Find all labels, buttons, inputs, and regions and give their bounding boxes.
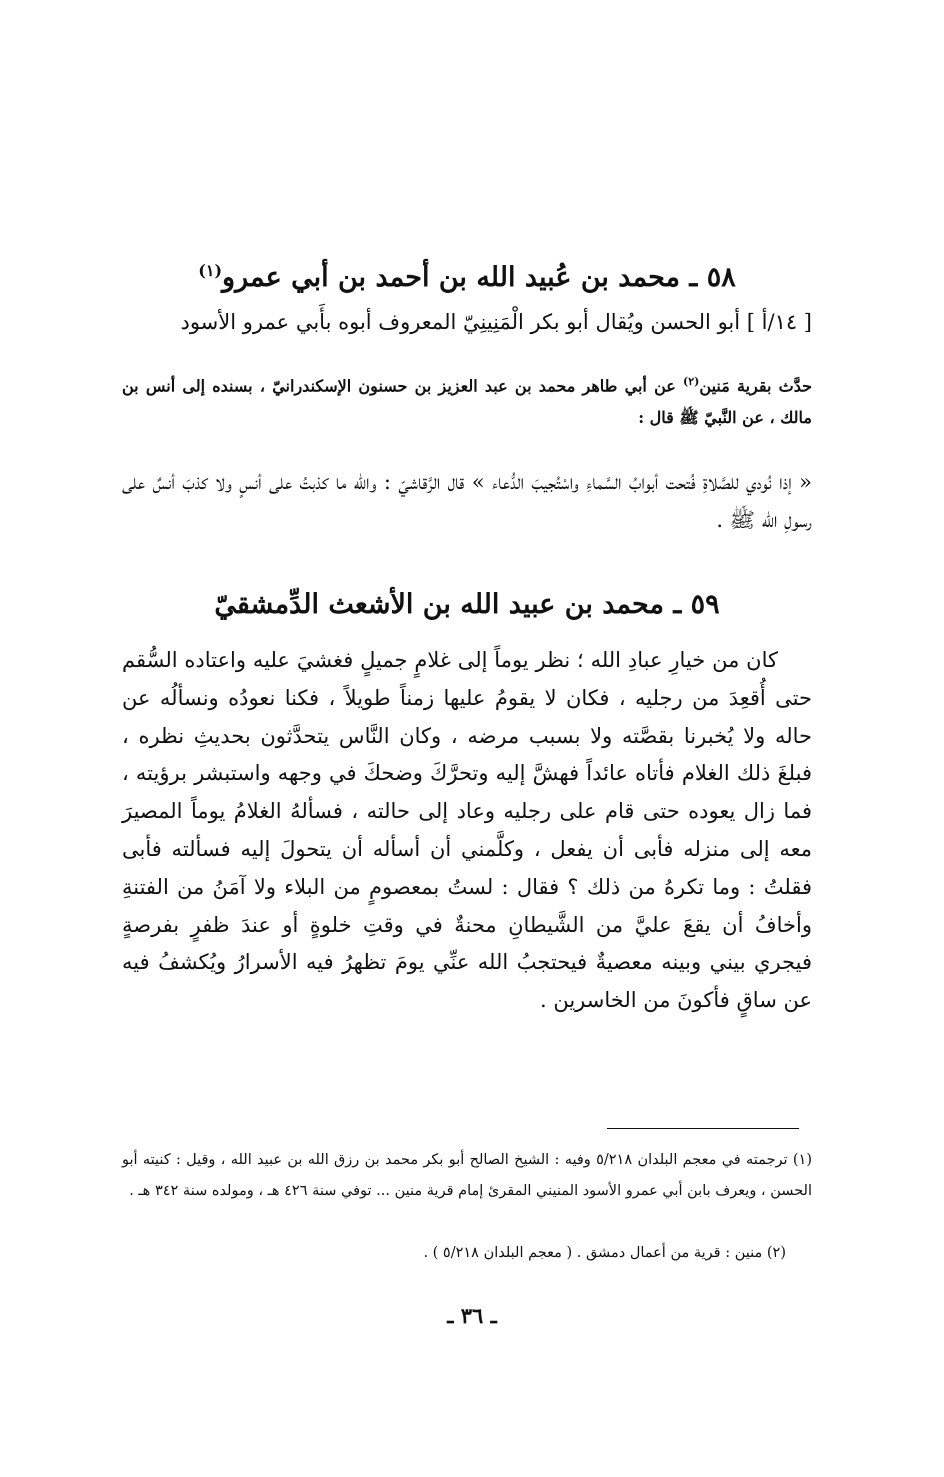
isnad-rest: عن أبي طاهر محمد بن عبد العزيز بن حسنون الإسكندرانيّ ، بسنده إلى أنس بن مالك ، عن النَّبيّ ﷺ قال : (122, 376, 812, 428)
isnad-text: حدَّث بقرية مَنين (699, 376, 813, 396)
entry-59-heading: ٥٩ ـ محمد بن عبيد الله بن الأشعث الدِّمشقيّ (214, 589, 720, 620)
footnote-2: (٢) منين : قرية من أعمال دمشق . ( معجم البلدان ٥/٢١٨ ) . (423, 1245, 786, 1261)
page-number: ـ ٣٦ ـ (447, 1303, 497, 1328)
entry-58-hadith: « إذا نُودي للصَّلاةِ فُتحت أبوابُ السَّماءِ واسْتُجيبَ الدُّعاء » قال الرَّقاشيّ : والله ما كذبتُ على أنسٍ ولا كذبَ أنسٌ على رسولِ الله ﷺ . (122, 470, 812, 532)
entry-58-kunya-line: [ ١٤/أ ] أبو الحسن ويُقال أبو بكر الْمَنِينِيّ المعروف أبوه بأَبي عمرو الأسود (180, 310, 812, 334)
footnote-ref-1[interactable]: (١) (198, 261, 223, 280)
entry-58-heading (122, 251, 812, 298)
footnote-ref-2[interactable]: (٢) (683, 375, 700, 388)
footnote-1: (١) ترجمته في معجم البلدان ٥/٢١٨ وفيه : الشيخ الصالح أبو بكر محمد بن رزق الله بن عبيد الله ، وقيل : كنيته أبو الحسن ، ويعرف بابن أبي عمرو الأسود المنيني المقرئ إمام قرية منين ... توفي سنة ٤٢٦ هـ ، ومولده سنة ٣٤٢ هـ . (122, 1152, 812, 1199)
entry-58-isnad (122, 366, 812, 434)
entry-58-heading-text: ٥٨ ـ محمد بن عُبيد الله بن أحمد بن أبي عمرو (222, 262, 736, 293)
footnote-separator (607, 1128, 799, 1129)
entry-59-body: كان من خيارِ عبادِ الله ؛ نظر يوماً إلى غلامٍ جميلٍ فغشيَ عليه واعتاده السُّقم حتى أُقعِدَ من رجليه ، فكان لا يقومُ عليها زمناً طويلاً ، فكنا نعودُه ونسألُه عن حاله ولا يُخبرنا بقصَّته ولا بسبب مرضه ، وكان النَّاس يتحدَّثون بحديثِ نظره ، فبلغَ ذلك الغلام فأتاه عائداً فهشَّ إليه وتحرَّكَ وضحكَ في وجهه واستبشر برؤيته ، فما زال يعوده حتى قام على رجليه وعاد إلى حالته ، فسألهُ الغلامُ يوماً المصيرَ معه إلى منزله فأبى أن يفعل ، وكلَّمني أن أسأله أن يتحولَ إليه فسألته فأبى فقلتُ : وما تكرهُ من ذلك ؟ فقال : لستُ بمعصومٍ من البلاء ولا آمَنُ من الفتنةِ وأخافُ أن يقعَ عليَّ من الشَّيطانِ محنةٌ في وقتِ خلوةٍ أو عندَ ظفرٍ بفرصةٍ فيجري بيني وبينه معصيةٌ فيحتجبُ الله عنِّي يومَ تظهرُ فيه الأسرارُ ويُكشفُ فيه عن ساقٍ فأكونَ من الخاسرين . (122, 648, 812, 1013)
